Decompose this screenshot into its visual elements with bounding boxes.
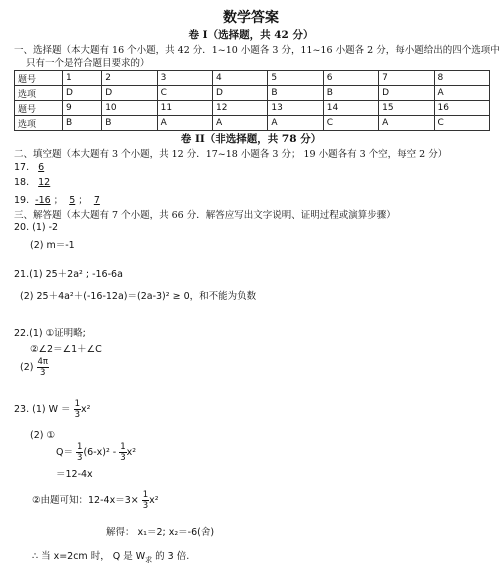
denominator: 3 xyxy=(120,453,126,463)
answer-23-1 xyxy=(14,399,90,420)
expression: ②由题可知：12-4x＝3× xyxy=(32,495,139,506)
table-cell: C xyxy=(323,116,378,131)
answer-22-1b: ②∠2＝∠1＋∠C xyxy=(30,344,102,355)
answer-23-2-eq1 xyxy=(56,442,136,463)
table-cell: A xyxy=(268,116,323,131)
choice-instructions-line2: 只有一个是符合题目要求的） xyxy=(26,58,150,69)
answer-17 xyxy=(14,162,50,173)
row-label: 题号 xyxy=(15,101,63,116)
expression: (6-x)² - xyxy=(83,447,117,458)
answer-18 xyxy=(14,177,56,188)
answer-20-2: (2) m＝-1 xyxy=(30,240,75,251)
expression: Q＝ xyxy=(56,447,73,458)
row-label: 选项 xyxy=(15,116,63,131)
answer-21-2: (2) 25＋4a²＋(-16-12a)＝(2a-3)² ≥ 0，和不能为负数 xyxy=(20,291,257,302)
page-title: 数学答案 xyxy=(223,10,279,26)
table-cell: D xyxy=(102,86,157,101)
separator: ； xyxy=(53,195,64,206)
answer-22-2 xyxy=(20,357,49,378)
table-cell: D xyxy=(63,86,102,101)
table-row xyxy=(15,101,490,116)
conclusion-tail: 的 3 倍. xyxy=(152,551,190,562)
answer-value: -16 xyxy=(35,195,51,206)
question-number: 17. xyxy=(14,162,30,173)
denominator: 3 xyxy=(74,410,80,420)
table-cell: 14 xyxy=(323,101,378,116)
expression-tail: x² xyxy=(149,495,159,506)
table-cell: 12 xyxy=(212,101,267,116)
answer-value: 5 xyxy=(69,195,76,206)
choice-answer-table xyxy=(14,70,490,131)
table-cell: B xyxy=(63,116,102,131)
table-cell: 7 xyxy=(379,71,434,86)
answer-20-1: 20. (1) -2 xyxy=(14,222,59,233)
table-cell: 16 xyxy=(434,101,489,116)
table-cell: 10 xyxy=(102,101,157,116)
table-cell: 2 xyxy=(102,71,157,86)
table-cell: 3 xyxy=(157,71,212,86)
separator: ； xyxy=(78,195,88,206)
table-cell: A xyxy=(157,116,212,131)
answer-value: 6 xyxy=(38,162,45,173)
answer-value: 7 xyxy=(93,195,100,206)
answer-23-solution: 解得： x₁＝2; x₂＝-6(舍) xyxy=(106,527,215,538)
row-label: 题号 xyxy=(15,71,63,86)
question-number: 18. xyxy=(14,177,30,188)
table-cell: 5 xyxy=(268,71,323,86)
fraction xyxy=(37,357,50,378)
numerator: 1 xyxy=(74,399,80,409)
expression-tail: x² xyxy=(80,404,91,415)
row-label: 选项 xyxy=(15,86,63,101)
fill-instructions: 二、填空题（本大题有 3 个小题，共 12 分．17~18 小题各 3 分； 19 小题各有 3 个空，每空 2 分） xyxy=(14,149,448,160)
answer-23-2-b xyxy=(32,490,159,511)
numerator: 1 xyxy=(77,442,83,452)
question-number: 19. xyxy=(14,195,30,206)
answer-21-1: 21.(1) 25＋2a² ; -16-6a xyxy=(14,269,123,280)
conclusion-text: ∴ 当 x=2cm 时， Q 是 W xyxy=(32,551,146,562)
numerator: 1 xyxy=(142,490,149,500)
denominator: 3 xyxy=(142,501,149,511)
part2-heading: 卷 II（非选择题，共 78 分） xyxy=(180,133,322,145)
table-cell: 4 xyxy=(212,71,267,86)
subscript: 求 xyxy=(145,555,153,564)
answer-23-conclusion xyxy=(32,548,189,565)
part-label: 23. (1) W ＝ xyxy=(14,404,71,415)
table-cell: 11 xyxy=(157,101,212,116)
answer-value: 12 xyxy=(38,177,51,188)
table-cell: 13 xyxy=(268,101,323,116)
table-row xyxy=(15,116,490,131)
table-cell: A xyxy=(379,116,434,131)
answer-23-2-eq2: ＝12-4x xyxy=(56,469,93,480)
numerator: 4π xyxy=(37,357,49,367)
fraction xyxy=(74,399,81,420)
table-row xyxy=(15,71,490,86)
answer-19 xyxy=(14,192,103,206)
choice-instructions-line1: 一、选择题（本大题有 16 个小题，共 42 分．1~10 小题各 3 分，11~16 小题各 2 分，每小题给出的四个选项中 xyxy=(14,45,500,56)
table-cell: C xyxy=(434,116,489,131)
expression-tail: x² xyxy=(126,447,137,458)
table-cell: A xyxy=(212,116,267,131)
answer-22-1: 22.(1) ①证明略; xyxy=(14,328,86,339)
table-cell: C xyxy=(157,86,212,101)
table-cell: 8 xyxy=(434,71,489,86)
table-cell: B xyxy=(102,116,157,131)
table-cell: D xyxy=(379,86,434,101)
table-cell: A xyxy=(434,86,489,101)
table-cell: B xyxy=(323,86,378,101)
denominator: 3 xyxy=(77,453,83,463)
table-cell: 9 xyxy=(63,101,102,116)
table-cell: D xyxy=(212,86,267,101)
table-cell: 15 xyxy=(379,101,434,116)
answer-23-2-label: (2) ① xyxy=(30,430,55,441)
solve-instructions: 三、解答题（本大题有 7 个小题，共 66 分．解答应写出文字说明、证明过程或演算步骤） xyxy=(14,210,396,221)
table-cell: 1 xyxy=(63,71,102,86)
fraction xyxy=(119,442,126,463)
denominator: 3 xyxy=(40,368,46,378)
numerator: 1 xyxy=(120,442,126,452)
table-cell: 6 xyxy=(323,71,378,86)
table-row xyxy=(15,86,490,101)
part1-heading: 卷 I（选择题，共 42 分） xyxy=(188,29,314,41)
table-cell: B xyxy=(268,86,323,101)
part-label: (2) xyxy=(20,362,34,373)
